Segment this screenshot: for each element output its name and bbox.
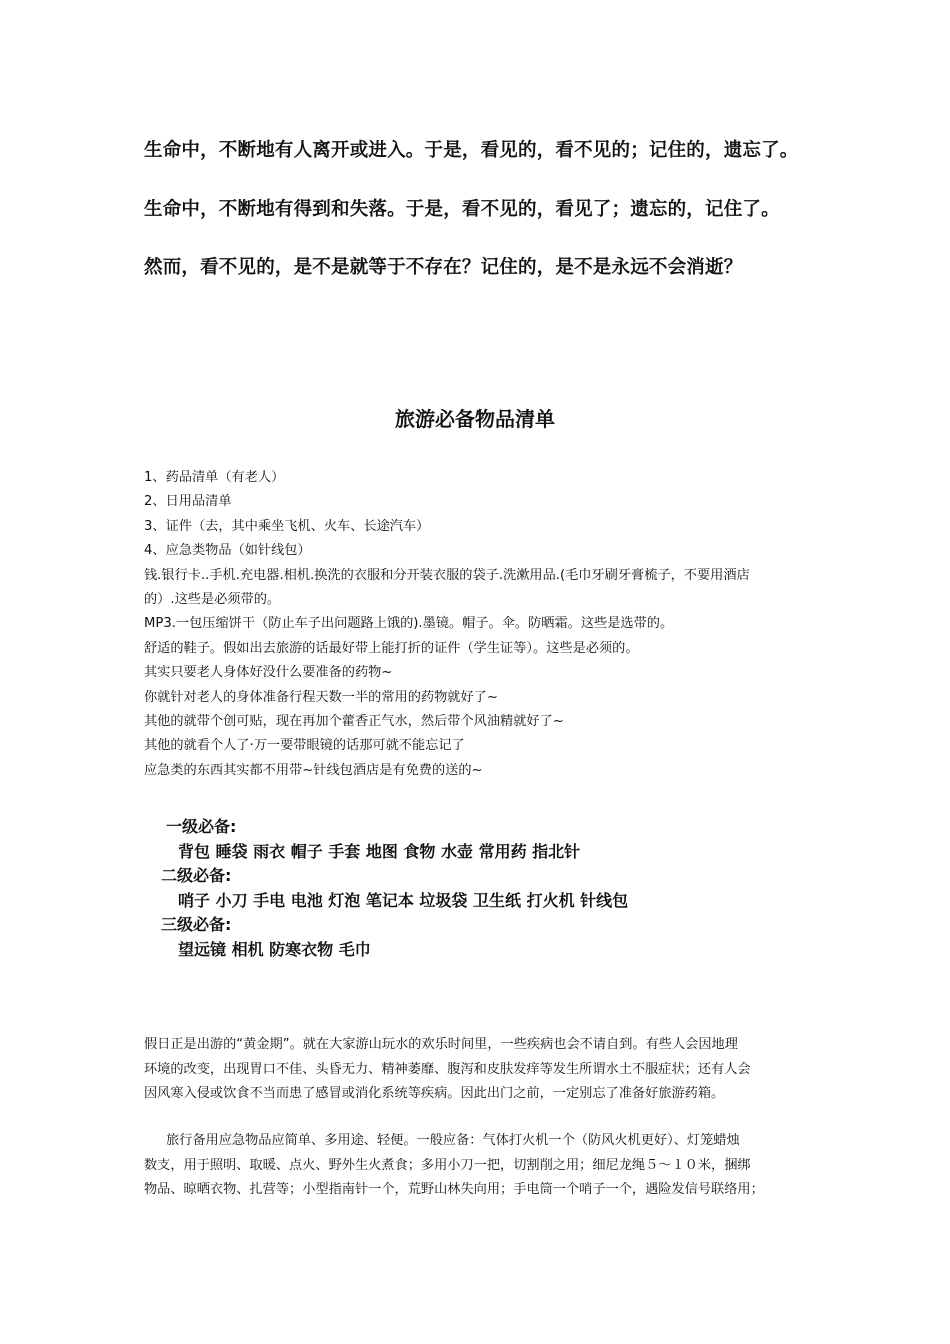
- paragraph-line: 因风寒入侵或饮食不当而患了感冒或消化系统等疾病。因此出门之前，一定别忘了准备好旅游药箱。: [144, 1086, 725, 1101]
- paragraph-line: 旅行备用应急物品应简单、多用途、轻便。一般应备：气体打火机一个（防风火机更好）、灯笼蜡烛: [166, 1133, 740, 1148]
- gear-level-items: 背包 睡袋 雨衣 帽子 手套 地图 食物 水壶 常用药 指北针: [178, 841, 581, 861]
- list-item: 4、应急类物品（如针线包）: [144, 543, 311, 559]
- page-title: 旅游必备物品清单: [395, 407, 555, 431]
- paragraph-emergency-items: [144, 1129, 820, 1203]
- gear-level-items: 哨子 小刀 手电 电池 灯泡 笔记本 垃圾袋 卫生纸 打火机 针线包: [178, 890, 629, 910]
- paragraph-line: 物品、晾晒衣物、扎营等；小型指南针一个，荒野山林失向用；手电筒一个哨子一个，遇险发信号联络用；: [144, 1182, 764, 1197]
- list-item: 你就针对老人的身体准备行程天数一半的常用的药物就好了~: [144, 689, 498, 705]
- gear-level-label: 二级必备:: [161, 866, 232, 886]
- paragraph-holiday-health: [144, 1033, 820, 1107]
- poem-line: 生命中，不断地有得到和失落。于是，看不见的，看见了；遗忘的，记住了。: [144, 198, 780, 220]
- gear-level-items: 望远镜 相机 防寒衣物 毛巾: [178, 939, 371, 959]
- list-item: 其他的就看个人了·万一要带眼镜的话那可就不能忘记了: [144, 738, 465, 754]
- list-item: 其实只要老人身体好没什么要准备的药物~: [144, 665, 393, 681]
- poem-block: [144, 136, 844, 312]
- gear-levels-block: [144, 815, 824, 963]
- list-item: 其他的就带个创可贴，现在再加个藿香正气水，然后带个风油精就好了~: [144, 713, 564, 729]
- list-item: 钱.银行卡..手机.充电器.相机.换洗的衣服和分开装衣服的袋子.洗漱用品.(毛巾牙刷牙膏梳子，不要用酒店: [144, 567, 750, 583]
- checklist-block: [144, 466, 824, 783]
- list-item: 应急类的东西其实都不用带~针线包酒店是有免费的送的~: [144, 762, 483, 778]
- list-item: 1、药品清单（有老人）: [144, 470, 285, 485]
- list-item: 舒适的鞋子。假如出去旅游的话最好带上能打折的证件（学生证等）。这些是必须的。: [144, 640, 639, 656]
- poem-line: 生命中，不断地有人离开或进入。于是，看见的，看不见的；记住的，遗忘了。: [144, 140, 799, 161]
- list-item: 3、证件（去，其中乘坐飞机、火车、长途汽车）: [144, 518, 430, 534]
- paragraph-line: 环境的改变，出现胃口不佳、头昏无力、精神萎靡、腹泻和皮肤发痒等发生所谓水土不服症状；还有人会: [144, 1061, 751, 1077]
- paragraph-line: 数支，用于照明、取暖、点火、野外生火煮食；多用小刀一把，切割削之用；细尼龙绳５～１０米，捆绑: [144, 1157, 751, 1173]
- paragraph-line: 假日正是出游的“黄金期”。就在大家游山玩水的欢乐时间里，一些疾病也会不请自到。有些人会因地理: [144, 1037, 738, 1052]
- list-item: 2、日用品清单: [144, 494, 232, 510]
- gear-level-label: 三级必备:: [161, 915, 232, 935]
- list-item: MP3.一包压缩饼干（防止车子出问题路上饿的).墨镜。帽子。伞。防晒霜。这些是选带的。: [144, 616, 674, 632]
- list-item: 的）.这些是必须带的。: [144, 591, 281, 607]
- gear-level-label: 一级必备:: [166, 817, 237, 836]
- poem-line: 然而，看不见的，是不是就等于不存在？记住的，是不是永远不会消逝？: [144, 257, 743, 278]
